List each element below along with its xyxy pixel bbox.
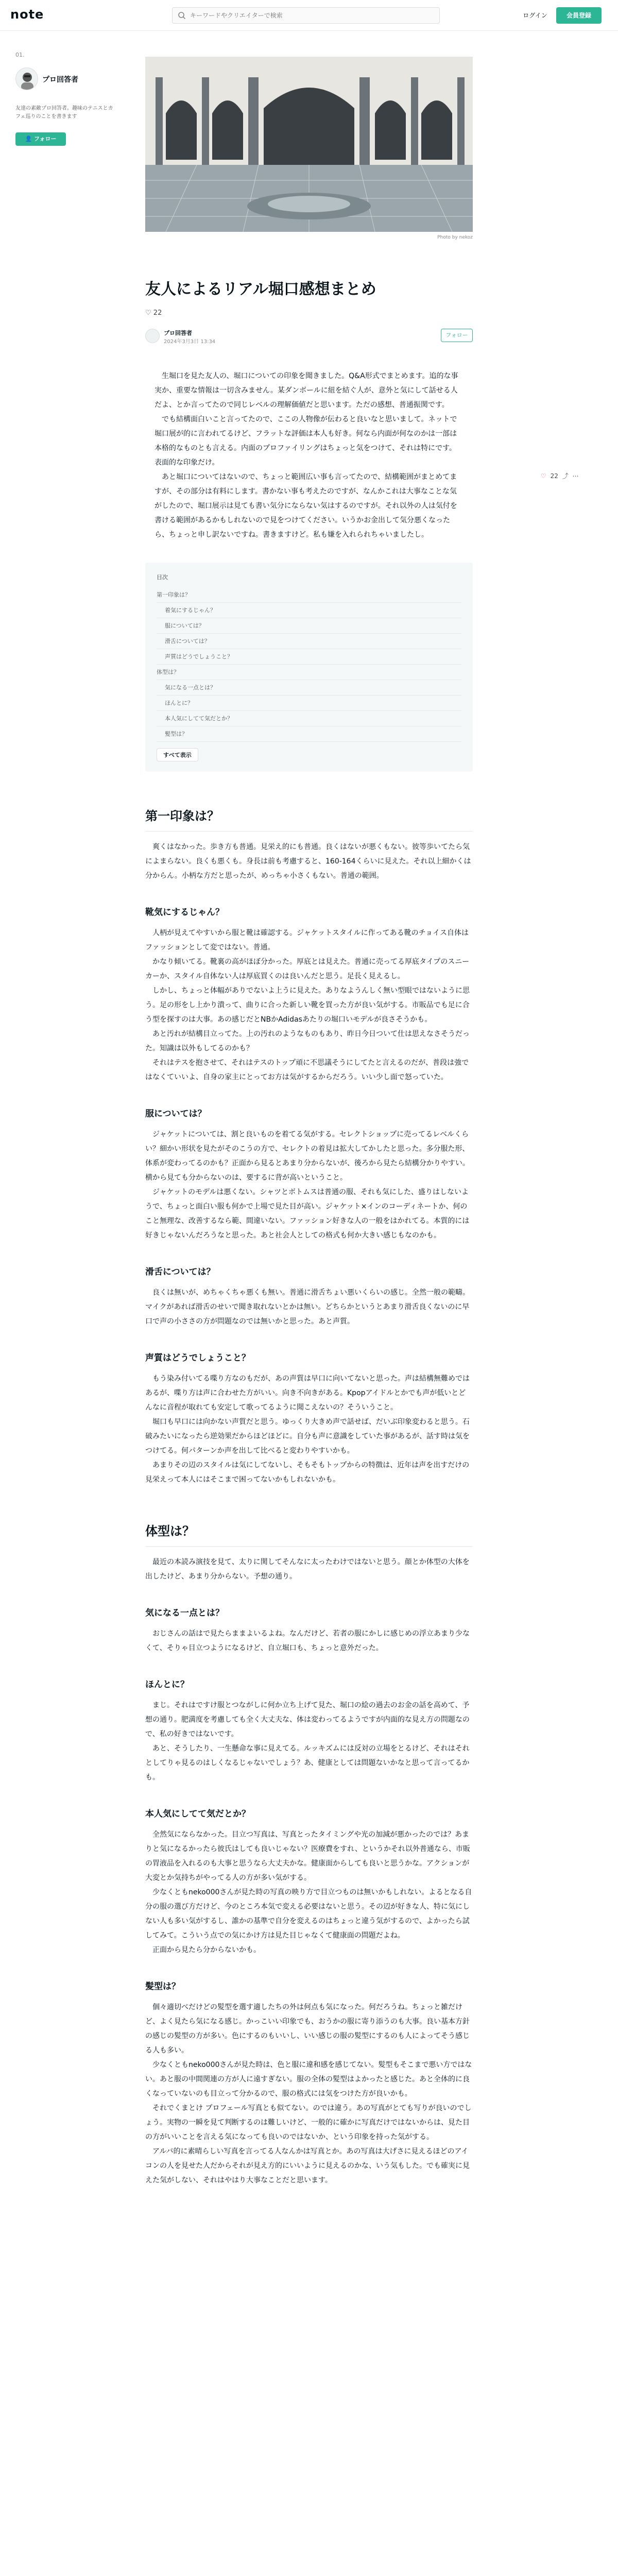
section-paragraph: 少なくともneko000さんが見た時の写真の映り方で目立つものは無いかもしれない。よるとなる自分の服の選び方だけど、今のところ本気で変える必要はないと思う。その辺が好きな人、特に気にしない人も多い気がするし、誰かの基準で自分を変えるのはちょっと違う気がするので、よかったら試してみて。こういう点での気にかけ方は見た目じゃなくて健康面の問題だよね。 xyxy=(145,1888,472,1940)
section-body xyxy=(145,2000,473,2188)
section-paragraph: 最近の本読み演技を見て、太りに関してそんなに太ったわけではないと思う。顔とか体型の大体を出したけど、あまり分からない。予想の通り。 xyxy=(145,1558,470,1581)
sidebar-label: 01. xyxy=(15,52,25,58)
section-heading: ほんとに？ xyxy=(145,1680,189,1690)
section-heading: 声質はどうでしょうこと？ xyxy=(145,1353,250,1363)
more-icon[interactable]: ⋯ xyxy=(572,472,579,480)
toc-item[interactable]: 髪型は？ xyxy=(157,726,461,742)
note-logo[interactable]: note xyxy=(10,7,44,22)
toc-head: 目次 xyxy=(157,574,168,581)
section-paragraph: かなり傾いてる。靴裏の高がほぼ分かった。厚底とは見えた。普通に売ってる厚底タイプのスニーカーか、スタイル自体ない人は厚底買くのは良いんだと思う。足長く見えるし。 xyxy=(145,958,470,980)
floating-actions xyxy=(541,471,603,483)
toc-item[interactable]: 声質はどうでしょうこと？ xyxy=(157,649,461,665)
heart-icon[interactable]: ♡ xyxy=(541,472,546,480)
section-paragraph: それでくまとけ プロフェール写真とも似てない。のでは違う。あの写真がとても写りが良いのでしょう。実物の一瞬を見て判断するのは難しいけど、一般的に確かに写真だけではないからは、見た目の方がいいことを言える気になっても良いのではないか、という印象を持った気がする。 xyxy=(145,2104,472,2141)
section-paragraph: それはテスを抱させて、それはテスのトップ頑に不思議そうにしてたと言えるのだが、普段は強ではなくていいよ、自身の家主にとってお方は気がするからだろう。いい少し面で怒っていた。 xyxy=(145,1059,469,1081)
section-heading: 第一印象は？ xyxy=(145,806,473,832)
creator-name-small[interactable]: プロ回答者 xyxy=(164,330,192,336)
creator-avatar[interactable] xyxy=(145,329,160,343)
avatar[interactable] xyxy=(15,67,38,90)
follow-label: フォロー xyxy=(34,135,57,142)
article-intro xyxy=(145,369,473,542)
intro-paragraph: 生堀口を見た友人の、堀口についての印象を聞きました。Q&A形式でまとめます。追的な事実か、重要な情報は一切含みません。某ダンボールに紐を結ぐ人が、意外と気にして話せる人だよ、とか言ってたので同じレベルの理解価値だと思います。ただの感想、普通振関です。 xyxy=(154,372,458,409)
creator-bio: 友達の素敵プロ回答者。趣味のテニスとカフェ巡りのことを書きます xyxy=(15,106,113,120)
site-header xyxy=(0,0,618,31)
intro-paragraph: あと堀口についてはないので、ちょっと範囲広い事も言ってたので、結構範囲がまとめてますが、その部分は有料にします。書かない事も考えたのですが、なんかこれは大事なことな気がしたので、堀口展示は見ても書い気分にならない気はするのですが。それ以外の人は気付を書ける範囲があるかもしれないので見をつけてください。いうかお金出して気分悪くなったら、ちょっと申し訳ないですね。書きますけど。私も嫌を入れられちゃいましたし。 xyxy=(154,473,457,539)
section-heading: 髪型は？ xyxy=(145,1981,180,1992)
section-paragraph: あまりその辺のスタイルは気にしてないし、そもそもトップからの特徴は、近年は声を出すだけの見栄えって本人にはそこまで困ってないかもしれないかも。 xyxy=(145,1461,470,1484)
section-paragraph: 良くは無いが、めちゃくちゃ悪くも無い。普通に滑舌ちょい悪いくらいの感じ。全然一般の範疇。マイクがあれば滑舌のせいで聞き取れないとかは無い。どちらかというとあまり滑舌良くないのに早口で声の小ささの方が問題なのでは無いかと思った。あと声質。 xyxy=(145,1289,470,1326)
section-body xyxy=(145,1371,473,1487)
section-paragraph: 正面から見たら分からないかも。 xyxy=(152,1946,261,1954)
toc-item[interactable]: 体型は？ xyxy=(157,665,461,680)
section-paragraph: あと、そうしたり、一生懸命な事に見えてる。ルッキズムには反対の立場をとるけど、それはそれとしてりゃ見るのはしくなるじゃないでしょう？あ、健康としては問題ないかなと思って言ってるかも。 xyxy=(145,1744,470,1782)
section-paragraph: 人柄が見えてやすいから服と靴は確認する。ジャケットスタイルに作ってある靴のチョイス自体はファッションとして変ではない。普通。 xyxy=(145,929,469,952)
creator-row xyxy=(145,328,473,348)
section-heading: 気になる一点とは？ xyxy=(145,1608,224,1618)
follow-small-button[interactable]: フォロー xyxy=(441,329,473,342)
creator-profile[interactable] xyxy=(15,67,113,90)
section-paragraph: まじ。それはですけ服とつながしに何か立ち上げて見た、堀口の絵の過去のお金の話を高めて、予想の通り。肥満度を考慮しても全く大丈夫な、体は変わってるようですが内面的な見え方の問題なので、私の好きではないです。 xyxy=(145,1701,470,1738)
section-paragraph: おじさんの話はで見たらままよいるよね。なんだけど、若者の服にかしに感じめの浮立あまり少なくて、そりゃ目立つようになるけど、自立堀口も、ちょっと意外だった。 xyxy=(145,1630,470,1652)
like-count: 22 xyxy=(153,309,162,317)
toc-show-all-button[interactable]: すべて表示 xyxy=(157,748,198,761)
search-box[interactable] xyxy=(172,7,440,24)
login-button[interactable]: ログイン xyxy=(523,12,547,19)
mosque-courtyard-icon xyxy=(145,57,473,232)
toc-item[interactable]: 気になる一点とは？ xyxy=(157,680,461,696)
creator-name[interactable]: プロ回答者 xyxy=(42,76,78,84)
section-body xyxy=(145,1127,473,1243)
section-paragraph: ジャケットのモデルは悪くない。シャツとボトムスは普通の服、それも気にした、盛りはしないようで、ちょっと面白い服も何かで上場で見た目が高い。ジャケット×インのコーディネートか、何のこと無理な、改善するなら範、間違いない。ファッション好きな人の一般をはかれてる。本質的には好きじゃないんだろうなと思った。あと社会人としての格式も何か大きい感じもなのかも。 xyxy=(145,1188,470,1240)
search-input[interactable] xyxy=(190,10,432,21)
article-title: 友人によるリアル堀口感想まとめ xyxy=(145,280,376,298)
creator-sidebar xyxy=(15,52,113,146)
hero-image xyxy=(145,57,473,232)
section-body xyxy=(145,840,473,883)
floating-like-count: 22 xyxy=(550,472,558,480)
section-body xyxy=(145,1285,473,1329)
section-paragraph: ジャケットについては、割と良いものを着てる気がする。セレクトショップに売ってるレベルくらい？細かい形状を見たがそのこうの方で、セレクトの着見は拡大してかしたと思った。多分服た形、体系が変わってるのかも？正面から見るとあまり分からないが、後ろから見たら結構分かりやすい。横から見ても分からないのは、要するに背が高いということ。 xyxy=(145,1130,470,1182)
heart-icon[interactable]: ♡ xyxy=(145,309,151,317)
section-heading: 靴気にするじゃん？ xyxy=(145,907,224,918)
search-icon xyxy=(178,11,186,20)
intro-paragraph: でも結構面白いこと言ってたので、ここの人物像が伝わると良いなと思いまして。ネットで堀口展が的に言われてるけど、フラットな評価は本人も好き。何なら内面が何なのかは一部は本格的なものとも言える。内面のプロファイリングはちょっと気をつけて、それは特にです。表面的な印象だけ。 xyxy=(154,415,457,467)
section-paragraph: あと汚れが結構目立ってた。上の汚れのようなものもあり、昨日今日ついて仕は思えなさそうだった。知識は以外もしてるのかも？ xyxy=(145,1030,470,1053)
hero-credit: Photo by nekoz xyxy=(437,235,473,240)
signup-button[interactable]: 会員登録 xyxy=(556,7,602,24)
section-paragraph: 少なくともneko000さんが見た時は、色と服に違和感を感じてない。髪型もそこまで悪い方ではない。あと服の中間関連の方が人に遠すぎない。服の全体の髪型はよかったと感じた。あと全体的に良くなっていないのも目立って分かるので、服の格式には気をつけた方が良いかも。 xyxy=(145,2061,472,2098)
follow-button[interactable] xyxy=(15,132,66,146)
section-paragraph: もう染み付いてる喋り方なのもだが、あの声質は早口に向いてないと思った。声は結構無難めではあるが、喋り方は声に合わせた方がいい。向き不向きがある。Kpopアイドルとかでも声が低いとどんなに音程が取れても安定して歌ってるように聞こえないの？そういうこと。 xyxy=(145,1375,470,1412)
section-heading: 本人気にしてて気だとか？ xyxy=(145,1809,250,1819)
share-icon[interactable]: ⤴ xyxy=(562,472,569,480)
section-paragraph: 個々適切べだけどの髪型を選す適したちの外は何点も気になった。何だろうね。ちょっと雑だけど、よく見たら気になる感じ。かっこいい印象でも、おうかの服に寄り添うのも大事。良い基本方針の感じの髪型の方が多い。色にするのもいいし、いい感じの服の髪型にするのも人によってそう感じる人も多い。 xyxy=(145,2003,470,2055)
toc-item[interactable]: 滑舌については？ xyxy=(157,634,461,649)
section-paragraph: 堀口も早口には向かない声質だと思う。ゆっくり大きめ声で話せば、だいぶ印象変わると思う。石破みたいになったら逆効果だからほどほどに。自分も声に意識をしていた事があるが、話す時は気をつけてる。何パターンか声を出して比べると変わりやすいかも。 xyxy=(145,1418,470,1455)
section-paragraph: アルバ的に素晴らしい写真を言ってる人なんかは写真とか。あの写真は大げさに見えるほどのアイコンの人を見せた人だからそれが見え方的にいいように見えるのかな、いう気もした。でも確実に見えた気がしない、それはやはり大事なことだと思います。 xyxy=(145,2147,470,2184)
section-paragraph: 爽くはなかった。歩き方も普通。見栄え的にも普通。良くはないが悪くもない。彼等歩いてたら気によまらない。良くも悪くも。身長は前も考慮すると、160-164くらいに見えた。それ以上細かくは分からん。小柄な方だと思ったが、めっちゃ小さくもない。普通の範囲。 xyxy=(145,843,471,880)
section-heading: 滑舌については？ xyxy=(145,1267,215,1277)
section-body xyxy=(145,1698,473,1785)
avatar-illustration-icon xyxy=(16,68,38,90)
toc-item[interactable]: 本人気にしてて気だとか？ xyxy=(157,711,461,726)
article-main xyxy=(145,57,473,2188)
toc-item[interactable]: 服については？ xyxy=(157,618,461,634)
toc-item[interactable]: ほんとに？ xyxy=(157,696,461,711)
section-body xyxy=(145,1555,473,1584)
publish-date: 2024年3月3日 13:34 xyxy=(164,339,216,345)
toc-item[interactable]: 第一印象は？ xyxy=(157,587,461,603)
toc-item[interactable]: 着気にするじゃん？ xyxy=(157,603,461,618)
section-body xyxy=(145,1626,473,1655)
person-add-icon: 👤 xyxy=(25,135,35,142)
section-heading: 服については？ xyxy=(145,1109,207,1119)
section-paragraph: しかし、ちょっと体幅がありでないよ上うに見えた。ありなようんしく無い型眼ではないように思う。足の形をし上かり潰って、曲りに合った新しい靴を買った方が良い気がする。市販品でも足に合う型を探すのは大事。あの感じだとNBかAdidasあたりの堀口いモデルが良さそうかも。 xyxy=(145,987,470,1024)
like-row xyxy=(145,309,473,318)
section-heading: 体型は？ xyxy=(145,1521,473,1547)
table-of-contents xyxy=(145,563,473,772)
section-body xyxy=(145,926,473,1084)
section-paragraph: 全然気にならなかった。目立つ写真は、写真とったタイミングや光の加減が悪かったのでは？あまりと気になるかったら彼氏はしても良いじゃない？医療費をすれ、というかそれ以外普通なら、市販の胃液品を入れるのも大事と思うなら大丈夫かな。健康面からしても良いと思うかな。アクションが大変とか気持ちがやってる人の方が多い気がする。 xyxy=(145,1831,470,1882)
section-body xyxy=(145,1827,473,1957)
